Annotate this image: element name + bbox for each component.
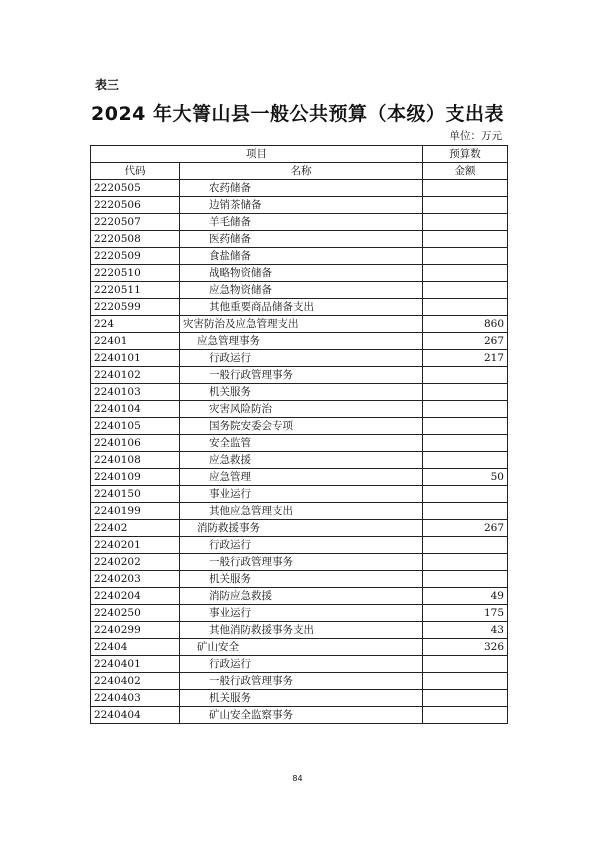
row-amount (423, 503, 508, 520)
table-body (91, 180, 508, 724)
row-name: 食盐储备 (180, 248, 423, 265)
row-amount: 43 (423, 622, 508, 639)
row-amount (423, 180, 508, 197)
table-row (91, 214, 508, 231)
row-amount (423, 214, 508, 231)
row-code: 2220507 (91, 214, 180, 231)
row-name: 战略物资储备 (180, 265, 423, 282)
row-name: 安全监管 (180, 435, 423, 452)
row-name: 矿山安全监察事务 (180, 707, 423, 724)
row-name: 一般行政管理事务 (180, 554, 423, 571)
page-title: 2024 年大箐山县一般公共预算（本级）支出表 (91, 103, 504, 125)
row-amount (423, 265, 508, 282)
row-code: 2240299 (91, 622, 180, 639)
row-name: 事业运行 (180, 486, 423, 503)
table-row (91, 282, 508, 299)
row-code: 2220511 (91, 282, 180, 299)
row-code: 2220508 (91, 231, 180, 248)
row-amount (423, 367, 508, 384)
row-code: 2240250 (91, 605, 180, 622)
budget-table (90, 145, 508, 724)
row-amount (423, 707, 508, 724)
table-row (91, 554, 508, 571)
table-row (91, 452, 508, 469)
row-name: 消防救援事务 (180, 520, 423, 537)
table-row (91, 384, 508, 401)
page-number: 84 (292, 774, 303, 783)
row-code: 2240106 (91, 435, 180, 452)
row-amount (423, 231, 508, 248)
row-amount: 267 (423, 333, 508, 350)
row-amount (423, 299, 508, 316)
unit-label: 单位：万元 (449, 130, 502, 142)
row-name: 行政运行 (180, 537, 423, 554)
row-amount (423, 452, 508, 469)
table-row (91, 265, 508, 282)
row-amount (423, 656, 508, 673)
row-name: 应急管理 (180, 469, 423, 486)
row-amount: 175 (423, 605, 508, 622)
code-column-header: 代码 (91, 163, 180, 180)
row-amount (423, 435, 508, 452)
row-name: 农药储备 (180, 180, 423, 197)
table-row (91, 231, 508, 248)
row-code: 2240150 (91, 486, 180, 503)
row-name: 国务院安委会专项 (180, 418, 423, 435)
row-amount (423, 690, 508, 707)
row-code: 2240199 (91, 503, 180, 520)
row-name: 医药储备 (180, 231, 423, 248)
row-name: 应急管理事务 (180, 333, 423, 350)
row-name: 其他消防救援事务支出 (180, 622, 423, 639)
row-amount (423, 486, 508, 503)
row-name: 其他重要商品储备支出 (180, 299, 423, 316)
table-row (91, 520, 508, 537)
row-name: 应急救援 (180, 452, 423, 469)
row-name: 机关服务 (180, 384, 423, 401)
row-name: 行政运行 (180, 350, 423, 367)
row-code: 22404 (91, 639, 180, 656)
amount-column-header: 金额 (423, 163, 508, 180)
row-name: 羊毛储备 (180, 214, 423, 231)
table-header-row (91, 163, 508, 180)
table-row (91, 588, 508, 605)
name-column-header: 名称 (180, 163, 423, 180)
table-row (91, 350, 508, 367)
table-row (91, 486, 508, 503)
row-code: 2240201 (91, 537, 180, 554)
row-code: 2240404 (91, 707, 180, 724)
row-code: 224 (91, 316, 180, 333)
row-name: 行政运行 (180, 656, 423, 673)
row-amount (423, 554, 508, 571)
row-amount: 217 (423, 350, 508, 367)
row-amount: 860 (423, 316, 508, 333)
row-name: 一般行政管理事务 (180, 367, 423, 384)
row-amount (423, 537, 508, 554)
row-code: 2220510 (91, 265, 180, 282)
row-name: 机关服务 (180, 571, 423, 588)
row-amount (423, 248, 508, 265)
table-row (91, 401, 508, 418)
row-code: 2240109 (91, 469, 180, 486)
budget-header: 预算数 (423, 146, 508, 163)
row-amount: 50 (423, 469, 508, 486)
row-code: 2240105 (91, 418, 180, 435)
group-header: 项目 (91, 146, 423, 163)
table-row (91, 707, 508, 724)
table-row (91, 316, 508, 333)
table-row (91, 418, 508, 435)
table-row (91, 435, 508, 452)
row-amount: 326 (423, 639, 508, 656)
row-code: 2220509 (91, 248, 180, 265)
row-code: 2220506 (91, 197, 180, 214)
table-row (91, 299, 508, 316)
table-row (91, 690, 508, 707)
row-code: 2240101 (91, 350, 180, 367)
row-code: 2240403 (91, 690, 180, 707)
row-name: 一般行政管理事务 (180, 673, 423, 690)
table-row (91, 248, 508, 265)
row-amount (423, 197, 508, 214)
row-code: 2240204 (91, 588, 180, 605)
row-code: 2240402 (91, 673, 180, 690)
row-code: 2240203 (91, 571, 180, 588)
table-row (91, 367, 508, 384)
table-row (91, 605, 508, 622)
table-row (91, 656, 508, 673)
row-name: 消防应急救援 (180, 588, 423, 605)
table-row (91, 622, 508, 639)
table-label: 表三 (95, 78, 120, 92)
row-amount: 267 (423, 520, 508, 537)
table-row (91, 469, 508, 486)
row-code: 2240104 (91, 401, 180, 418)
table-row (91, 180, 508, 197)
row-amount (423, 384, 508, 401)
row-amount (423, 673, 508, 690)
table-row (91, 639, 508, 656)
row-amount (423, 418, 508, 435)
table-row (91, 503, 508, 520)
row-code: 2220599 (91, 299, 180, 316)
row-name: 其他应急管理支出 (180, 503, 423, 520)
row-code: 2240202 (91, 554, 180, 571)
row-name: 机关服务 (180, 690, 423, 707)
row-amount (423, 571, 508, 588)
table-row (91, 571, 508, 588)
row-name: 灾害风险防治 (180, 401, 423, 418)
row-code: 2240102 (91, 367, 180, 384)
row-code: 22401 (91, 333, 180, 350)
row-name: 事业运行 (180, 605, 423, 622)
row-name: 矿山安全 (180, 639, 423, 656)
table-header-row-top (91, 146, 508, 163)
row-amount: 49 (423, 588, 508, 605)
row-code: 2220505 (91, 180, 180, 197)
row-code: 2240103 (91, 384, 180, 401)
row-code: 2240108 (91, 452, 180, 469)
table-row (91, 673, 508, 690)
row-code: 2240401 (91, 656, 180, 673)
row-amount (423, 401, 508, 418)
table-row (91, 197, 508, 214)
row-amount (423, 282, 508, 299)
row-code: 22402 (91, 520, 180, 537)
table-row (91, 333, 508, 350)
row-name: 应急物资储备 (180, 282, 423, 299)
table-row (91, 537, 508, 554)
row-name: 边销茶储备 (180, 197, 423, 214)
row-name: 灾害防治及应急管理支出 (180, 316, 423, 333)
